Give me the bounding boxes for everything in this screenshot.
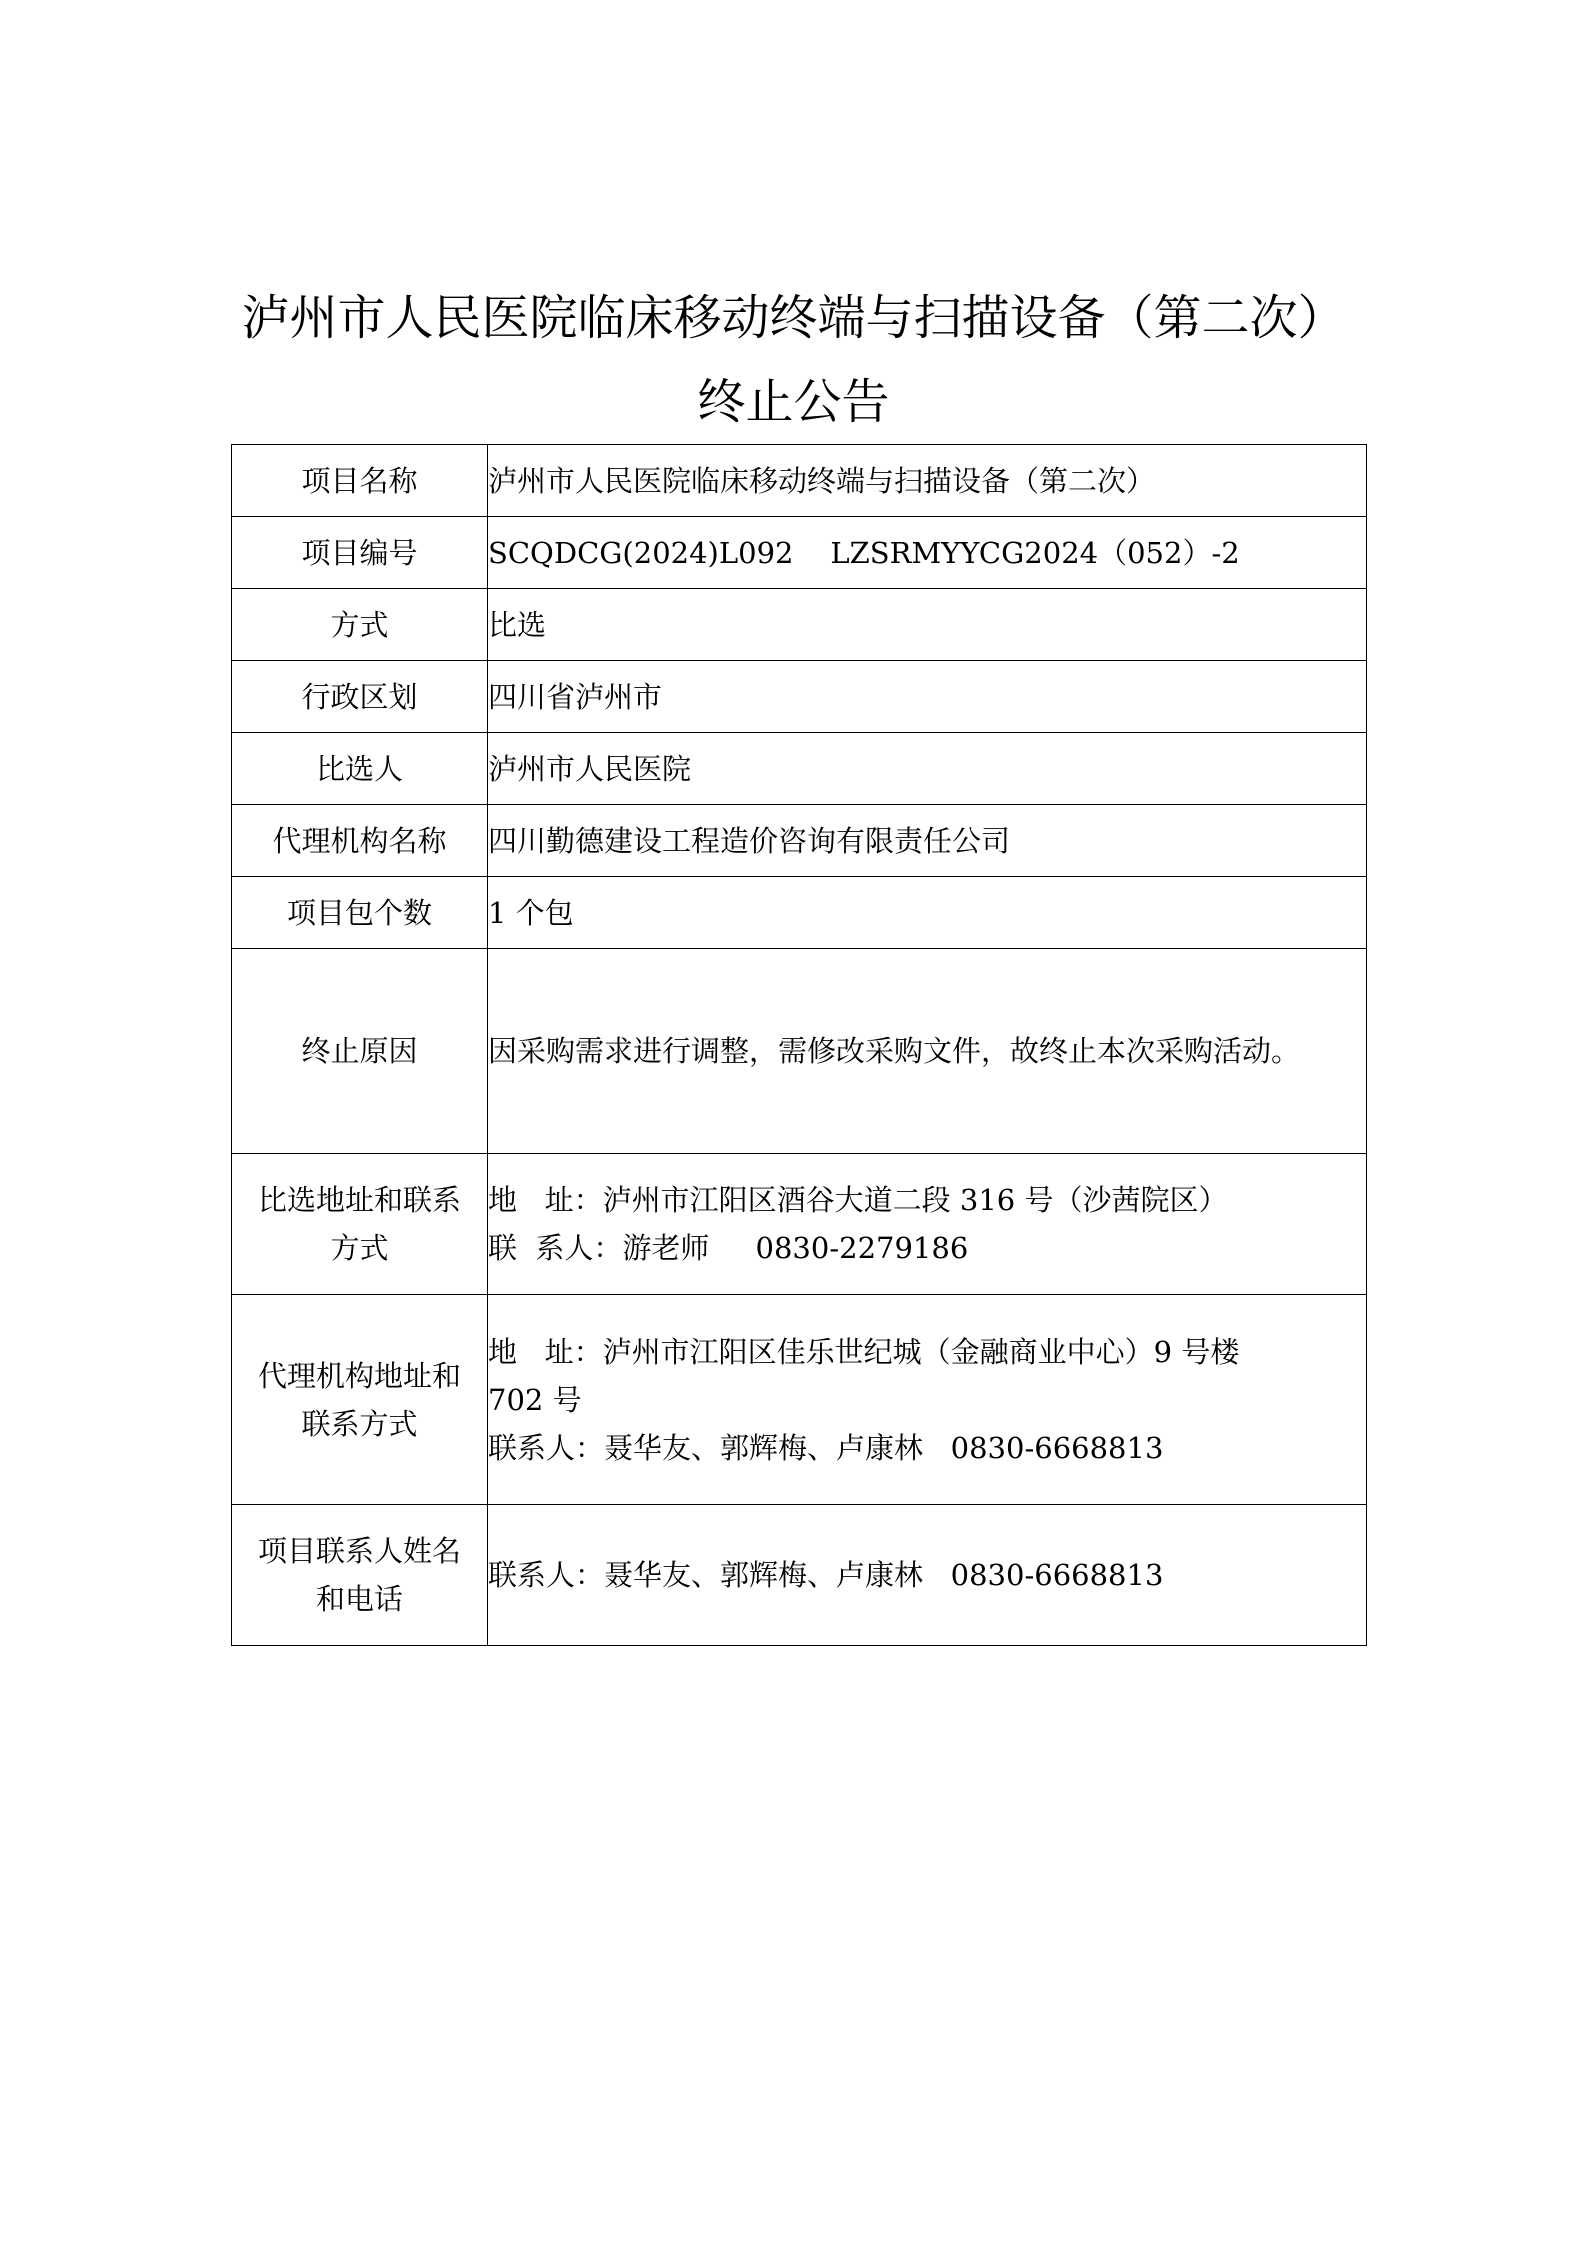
table-row xyxy=(232,1154,1367,1295)
table-row xyxy=(232,877,1367,949)
row-value-bidder: 泸州市人民医院 xyxy=(488,733,1367,805)
table-row xyxy=(232,1505,1367,1646)
row-value-bidder-contact xyxy=(488,1154,1367,1295)
row-label-package-count: 项目包个数 xyxy=(232,877,488,949)
announcement-table xyxy=(231,444,1367,1646)
termination-reason-text: 因采购需求进行调整，需修改采购文件，故终止本次采购活动。 xyxy=(488,1034,1301,1068)
bidder-contact-label-line-1: 比选地址和联系 xyxy=(257,1183,461,1217)
table-row xyxy=(232,661,1367,733)
row-label-agency-contact xyxy=(232,1295,488,1505)
row-value-agency-name: 四川勤德建设工程造价咨询有限责任公司 xyxy=(488,805,1367,877)
row-value-package-count: 1 个包 xyxy=(488,877,1367,949)
project-number-text: SCQDCG(2024)L092 LZSRMYYCG2024（052）-2 xyxy=(488,535,1240,570)
bidder-contact-label-line-2: 方式 xyxy=(330,1231,389,1265)
title-line-2: 终止公告 xyxy=(697,374,890,430)
row-value-agency-contact xyxy=(488,1295,1367,1505)
agency-contact-person: 联系人：聂华友、郭辉梅、卢康林 0830-6668813 xyxy=(488,1430,1164,1465)
row-label-project-name: 项目名称 xyxy=(232,445,488,517)
row-label-termination-reason: 终止原因 xyxy=(232,949,488,1154)
agency-contact-label-line-1: 代理机构地址和 xyxy=(257,1358,461,1393)
table-row xyxy=(232,589,1367,661)
agency-address-line-2: 702 号 xyxy=(488,1382,582,1417)
row-value-method: 比选 xyxy=(488,589,1367,661)
row-label-bidder-contact xyxy=(232,1154,488,1295)
table-row xyxy=(232,445,1367,517)
row-value-region: 四川省泸州市 xyxy=(488,661,1367,733)
row-label-bidder: 比选人 xyxy=(232,733,488,805)
row-label-region: 行政区划 xyxy=(232,661,488,733)
row-label-project-number: 项目编号 xyxy=(232,517,488,589)
table-row xyxy=(232,733,1367,805)
project-contact-person: 联系人：聂华友、郭辉梅、卢康林 0830-6668813 xyxy=(488,1558,1164,1592)
table-row xyxy=(232,1295,1367,1505)
row-value-project-number xyxy=(488,517,1367,589)
row-label-method: 方式 xyxy=(232,589,488,661)
project-contact-label-line-1: 项目联系人姓名 xyxy=(257,1534,461,1568)
project-contact-label-line-2: 和电话 xyxy=(315,1582,403,1616)
row-label-agency-name: 代理机构名称 xyxy=(232,805,488,877)
bidder-contact-person: 联 系人：游老师 0830-2279186 xyxy=(488,1231,969,1265)
table-row xyxy=(232,517,1367,589)
row-value-project-name: 泸州市人民医院临床移动终端与扫描设备（第二次） xyxy=(488,445,1367,517)
title-line-1: 泸州市人民医院临床移动终端与扫描设备（第二次） xyxy=(241,290,1346,346)
row-value-termination-reason xyxy=(488,949,1367,1154)
row-value-project-contact xyxy=(488,1505,1367,1646)
agency-address-line-1: 地 址：泸州市江阳区佳乐世纪城（金融商业中心）9 号楼 xyxy=(488,1334,1240,1369)
row-label-project-contact xyxy=(232,1505,488,1646)
table-row xyxy=(232,805,1367,877)
agency-contact-label-line-2: 联系方式 xyxy=(301,1406,418,1441)
table-row xyxy=(232,949,1367,1154)
document-title xyxy=(0,276,1587,444)
bidder-address: 地 址：泸州市江阳区酒谷大道二段 316 号（沙茜院区） xyxy=(488,1183,1228,1217)
